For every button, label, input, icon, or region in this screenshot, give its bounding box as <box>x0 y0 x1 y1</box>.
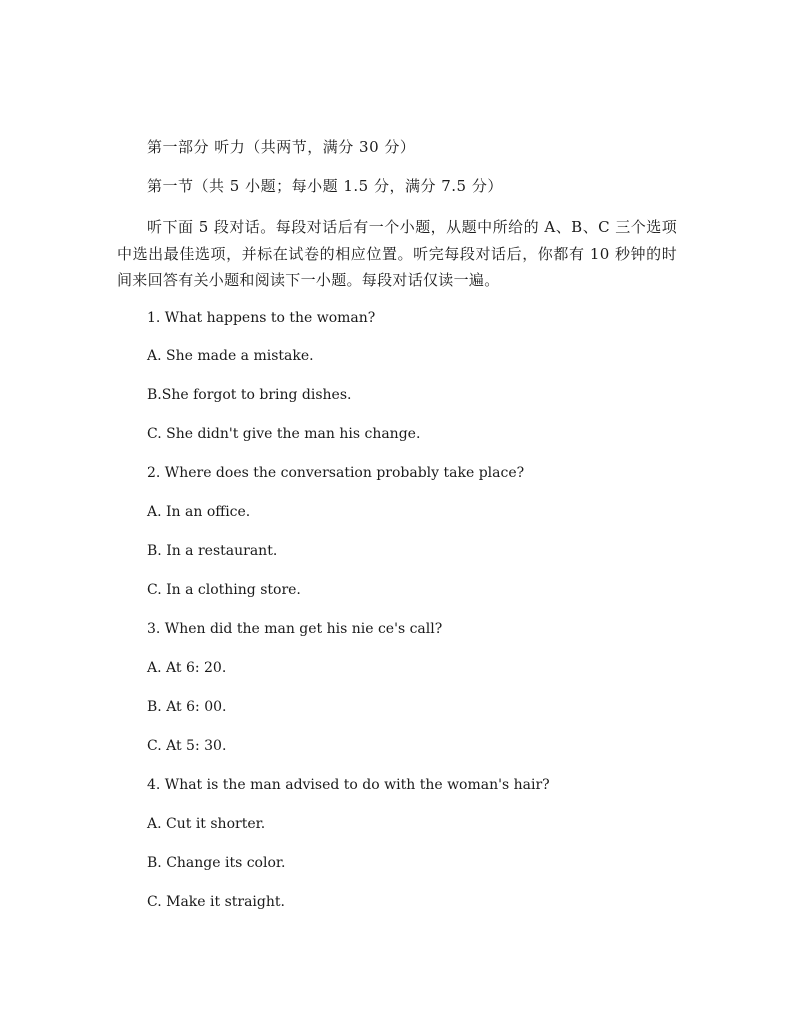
question-2-option-a: A. In an office. <box>147 504 251 520</box>
question-2-option-b: B. In a restaurant. <box>147 543 278 559</box>
question-2-option-c: C. In a clothing store. <box>147 582 301 598</box>
instructions-paragraph: 听下面 5 段对话。每段对话后有一个小题，从题中所给的 A、B、C 三个选项中选出最佳选项，并标在试卷的相应位置。听完每段对话后，你都有 10 秒钟的时间来回答有关小题和阅读下一小题。每段对话仅读一遍。 <box>117 218 677 289</box>
question-1-stem: 1. What happens to the woman? <box>147 310 376 326</box>
question-3-stem: 3. When did the man get his nie ce's call? <box>147 621 443 637</box>
question-3-option-a: A. At 6: 20. <box>147 660 227 676</box>
question-4-stem: 4. What is the man advised to do with the woman's hair? <box>147 777 550 793</box>
question-4-option-c: C. Make it straight. <box>147 894 285 910</box>
question-2-stem: 2. Where does the conversation probably take place? <box>147 465 525 481</box>
question-4-option-b: B. Change its color. <box>147 855 286 871</box>
part-title: 第一部分 听力（共两节，满分 30 分） <box>147 138 416 156</box>
question-4-option-a: A. Cut it shorter. <box>147 816 266 832</box>
question-3-option-b: B. At 6: 00. <box>147 699 227 715</box>
question-3-option-c: C. At 5: 30. <box>147 738 227 754</box>
question-1-option-c: C. She didn't give the man his change. <box>147 426 421 442</box>
subsection-title: 第一节（共 5 小题；每小题 1.5 分，满分 7.5 分） <box>147 177 503 195</box>
question-1-option-b: B.She forgot to bring dishes. <box>147 387 352 403</box>
question-1-option-a: A. She made a mistake. <box>147 348 314 364</box>
